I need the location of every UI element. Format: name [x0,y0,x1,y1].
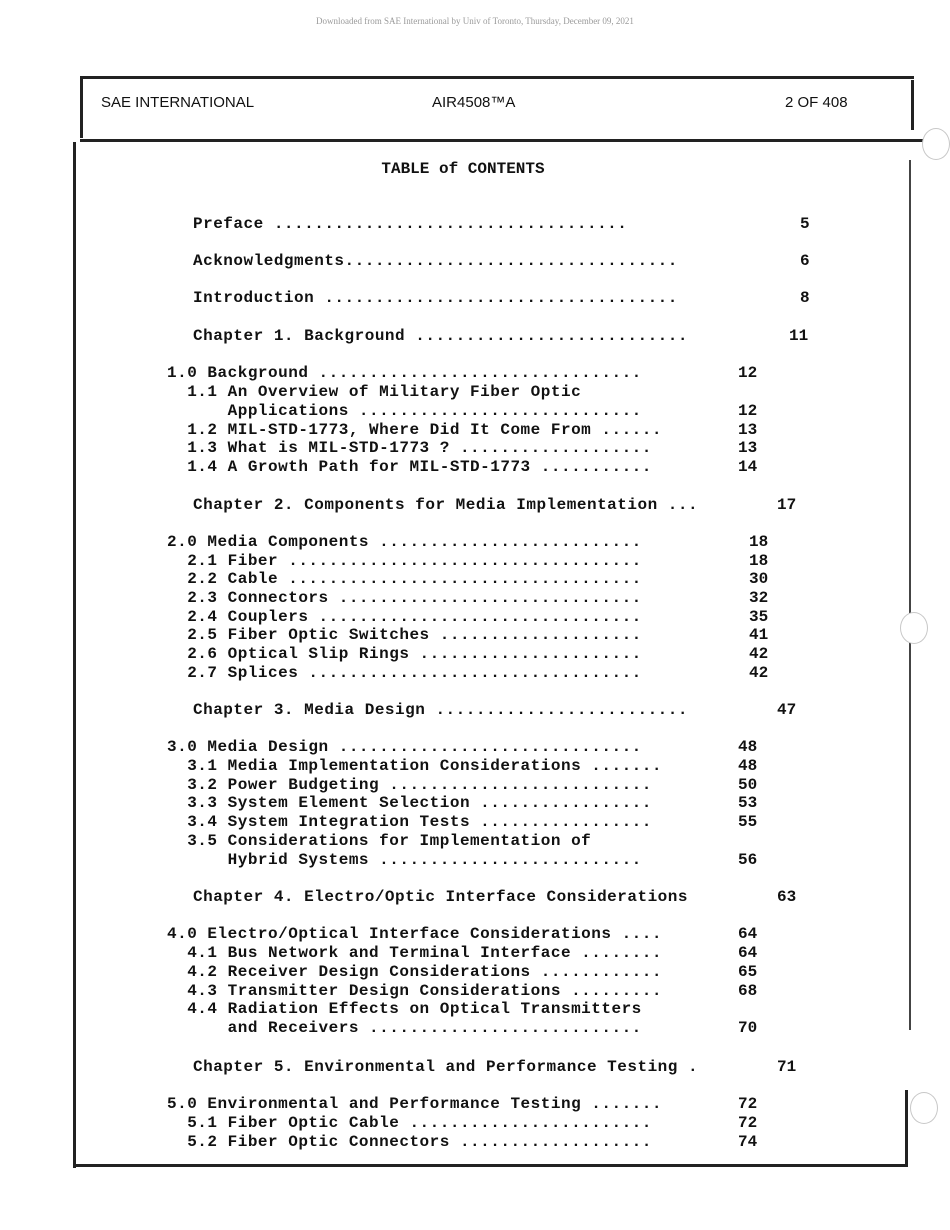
toc-entry: 3.2 Power Budgeting .......................... [167,776,652,794]
toc-page-number: 12 [738,364,758,382]
toc-page-number: 53 [738,794,758,812]
toc-page-number: 68 [738,982,758,1000]
toc-page-number: 65 [738,963,758,981]
toc-page-number: 64 [738,925,758,943]
toc-entry: Hybrid Systems .......................... [167,851,642,869]
toc-page-number: 63 [777,888,797,906]
toc-page-number: 11 [789,327,809,345]
toc-page-number: 18 [749,533,769,551]
toc-entry: Preface ................................... [193,215,628,233]
toc-entry: 5.1 Fiber Optic Cable ........................ [167,1114,652,1132]
toc-entry: 2.4 Couplers ................................ [167,608,642,626]
toc-entry: 1.4 A Growth Path for MIL-STD-1773 ........... [167,458,652,476]
toc-chapter-heading: Chapter 5. Environmental and Performance Testing . [193,1058,699,1076]
toc-page-number: 74 [738,1133,758,1151]
toc-entry: 4.3 Transmitter Design Considerations ......... [167,982,662,1000]
toc-entry: 3.3 System Element Selection ................. [167,794,652,812]
frame-top-line [80,76,914,79]
toc-page-number: 42 [749,664,769,682]
toc-page-number: 41 [749,626,769,644]
toc-chapter-heading: Chapter 2. Components for Media Implementation ... [193,496,699,514]
toc-page-number: 42 [749,645,769,663]
toc-entry: 4.1 Bus Network and Terminal Interface ........ [167,944,662,962]
toc-page-number: 30 [749,570,769,588]
toc-entry: 3.4 System Integration Tests ................. [167,813,652,831]
toc-page-number: 35 [749,608,769,626]
punch-hole [922,128,950,160]
frame-right-line [911,80,914,130]
toc-title: TABLE of CONTENTS [381,160,545,178]
frame-left-line [80,76,83,138]
download-watermark: Downloaded from SAE International by Univ of Toronto, Thursday, December 09, 2021 [316,16,634,26]
toc-page-number: 32 [749,589,769,607]
toc-entry: 2.0 Media Components .......................... [167,533,642,551]
punch-hole [900,612,928,644]
toc-page-number: 47 [777,701,797,719]
header-organization: SAE INTERNATIONAL [101,94,255,111]
punch-hole [910,1092,938,1124]
toc-page-number: 14 [738,458,758,476]
toc-page-number: 71 [777,1058,797,1076]
toc-page-number: 5 [800,215,810,233]
toc-entry: and Receivers ........................... [167,1019,642,1037]
toc-page-number: 18 [749,552,769,570]
toc-entry: 5.0 Environmental and Performance Testing ....... [167,1095,662,1113]
toc-page-number: 8 [800,289,810,307]
toc-chapter-heading: Chapter 4. Electro/Optic Interface Considerations [193,888,688,906]
toc-page-number: 64 [738,944,758,962]
toc-page-number: 72 [738,1114,758,1132]
header-page-number: 2 OF 408 [785,94,848,111]
toc-entry: 2.3 Connectors .............................. [167,589,642,607]
toc-page-number: 13 [738,421,758,439]
toc-page-number: 72 [738,1095,758,1113]
toc-page-number: 12 [738,402,758,420]
toc-entry: Acknowledgments................................. [193,252,678,270]
frame-right-line [905,1090,908,1167]
toc-entry: 3.0 Media Design .............................. [167,738,642,756]
frame-right-line [909,160,911,1030]
toc-entry: 1.2 MIL-STD-1773, Where Did It Come From ...... [167,421,662,439]
toc-entry: 2.2 Cable ................................... [167,570,642,588]
toc-page-number: 55 [738,813,758,831]
toc-entry: 4.4 Radiation Effects on Optical Transmitters [167,1000,642,1018]
toc-entry: 1.3 What is MIL-STD-1773 ? ................... [167,439,652,457]
toc-entry: 5.2 Fiber Optic Connectors ................... [167,1133,652,1151]
toc-chapter-heading: Chapter 3. Media Design ......................... [193,701,688,719]
header-divider [80,139,925,142]
toc-page-number: 56 [738,851,758,869]
toc-entry: 3.1 Media Implementation Considerations ....... [167,757,662,775]
frame-left-line [73,142,76,1168]
header-document-id: AIR4508™A [432,94,516,111]
frame-bottom-line [73,1164,907,1167]
toc-entry: 2.7 Splices ................................. [167,664,642,682]
toc-chapter-heading: Chapter 1. Background ........................... [193,327,688,345]
toc-page-number: 48 [738,757,758,775]
toc-page-number: 13 [738,439,758,457]
toc-page-number: 48 [738,738,758,756]
toc-page-number: 50 [738,776,758,794]
toc-entry: 1.1 An Overview of Military Fiber Optic [167,383,582,401]
toc-entry: 1.0 Background ................................ [167,364,642,382]
toc-page-number: 17 [777,496,797,514]
toc-page-number: 70 [738,1019,758,1037]
toc-entry: 2.1 Fiber ................................... [167,552,642,570]
toc-entry: 2.6 Optical Slip Rings ...................... [167,645,642,663]
toc-entry: Applications ............................ [167,402,642,420]
toc-entry: 2.5 Fiber Optic Switches .................... [167,626,642,644]
toc-entry: 4.2 Receiver Design Considerations ............ [167,963,662,981]
toc-entry: 3.5 Considerations for Implementation of [167,832,592,850]
toc-entry: 4.0 Electro/Optical Interface Considerations .... [167,925,662,943]
toc-page-number: 6 [800,252,810,270]
toc-entry: Introduction ................................... [193,289,678,307]
